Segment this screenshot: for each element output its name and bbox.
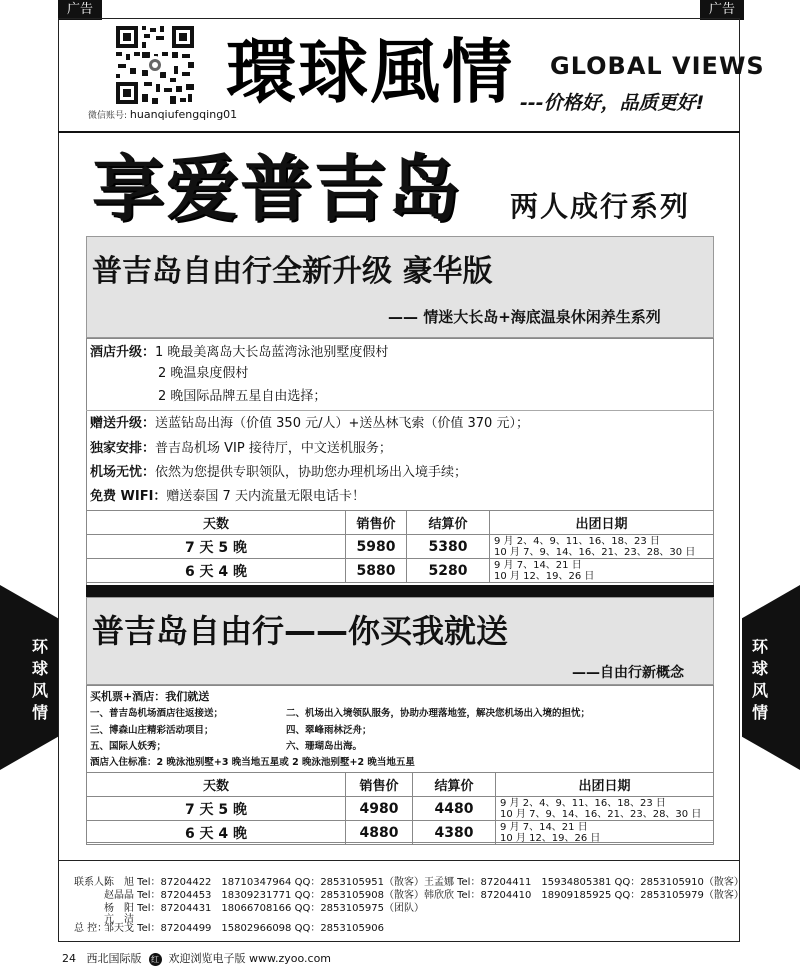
wechat-id: huanqiufengqing01 bbox=[129, 108, 238, 121]
airport-key: 机场无忧： bbox=[90, 465, 156, 480]
cell-dates bbox=[496, 821, 714, 845]
contacts-label: 联系人： bbox=[74, 877, 114, 888]
wechat-account bbox=[88, 108, 237, 121]
gift-item-4: 四、翠峰雨林泛舟； bbox=[286, 725, 372, 736]
cell-sale: 4880 bbox=[346, 821, 413, 845]
cell-days: 7 天 5 晚 bbox=[87, 797, 346, 821]
table-row bbox=[87, 559, 714, 583]
gift-line bbox=[90, 414, 529, 434]
contact-line-4: 亢 洁 bbox=[104, 914, 134, 925]
gift-key: 赠送升级： bbox=[90, 416, 156, 431]
gift-item-6: 六、珊瑚岛出海。 bbox=[286, 741, 363, 752]
dates-line-2: 10 月 7、9、14、16、21、23、28、30 日 bbox=[500, 808, 702, 820]
table-row bbox=[87, 821, 714, 845]
cell-sale: 4980 bbox=[346, 797, 413, 821]
exclusive-line bbox=[90, 439, 392, 459]
slogan: ---价格好，品质更好! bbox=[520, 92, 705, 114]
hotel-standard: 酒店入住标准：2 晚泳池别墅+3 晚当地五星或 2 晚泳池别墅+2 晚当地五星 bbox=[90, 757, 415, 768]
header-dates: 出团日期 bbox=[496, 773, 714, 797]
price-table-1 bbox=[86, 510, 714, 583]
side-label-left: 环球风情 bbox=[31, 637, 48, 722]
global-views-label: GLOBAL VIEWS bbox=[550, 52, 765, 80]
qr-code-icon bbox=[114, 24, 196, 106]
cell-settle: 4480 bbox=[413, 797, 496, 821]
hotel-line-3: 2 晚国际品牌五星自由选择； bbox=[158, 389, 327, 404]
gift-item-3: 三、博森山庄精彩活动项目； bbox=[90, 725, 214, 736]
dates-line-1: 9 月 7、14、21 日 bbox=[494, 559, 582, 571]
airport-text: 依然为您提供专职领队，协助您办理机场出入境手续； bbox=[155, 465, 468, 480]
table-row bbox=[87, 535, 714, 559]
brand-badge-icon: 红 bbox=[149, 953, 162, 966]
cell-days: 6 天 4 晚 bbox=[87, 559, 346, 583]
contact-line-1: 陈 旭 Tel：87204422 18710347964 QQ：2853105951（散客）王孟娜 Tel：87204411 15934805381 QQ：2853105910（散客） bbox=[104, 877, 744, 888]
section1-title: 普吉岛自由行全新升级 豪华版 bbox=[92, 254, 493, 289]
table-header-row bbox=[87, 773, 714, 797]
cell-sale: 5880 bbox=[346, 559, 407, 583]
header-settle: 结算价 bbox=[413, 773, 496, 797]
ad-tag-left: 广告 bbox=[58, 0, 102, 20]
edition-name: 西北国际版 bbox=[86, 952, 142, 965]
section2-subtitle: ——自由行新概念 bbox=[572, 665, 684, 681]
contact-line-3: 杨 阳 Tel：87204431 18066708166 QQ：2853105975（团队） bbox=[104, 903, 424, 914]
gift-item-1: 一、普吉岛机场酒店往返接送； bbox=[90, 708, 224, 719]
gift-text: 送蓝钻岛出海（价值 350 元/人）+送丛林飞索（价值 370 元）； bbox=[155, 416, 529, 431]
series-label: 两人成行系列 bbox=[510, 190, 691, 223]
section1-subtitle: —— 情迷大长岛+海底温泉休闲养生系列 bbox=[388, 308, 661, 326]
boss-line: 邹天戈 Tel：87204499 15802966098 QQ：2853105906 bbox=[104, 923, 384, 934]
brand-logo: 環球風情 bbox=[226, 31, 514, 113]
wifi-text: 赠送泰国 7 天内流量无限电话卡！ bbox=[166, 489, 365, 504]
section2-title: 普吉岛自由行——你买我就送 bbox=[92, 612, 509, 650]
hotel-line-1: 1 晚最美离岛大长岛蓝湾泳池别墅度假村 bbox=[155, 345, 389, 360]
section-divider-band bbox=[86, 585, 714, 597]
wechat-label: 微信账号: bbox=[88, 111, 128, 121]
cell-dates bbox=[490, 535, 714, 559]
hotel-line-2: 2 晚温泉度假村 bbox=[158, 366, 249, 381]
wifi-line bbox=[90, 487, 365, 507]
cell-sale: 5980 bbox=[346, 535, 407, 559]
gift-item-2: 二、机场出入境领队服务，协助办理落地签，解决您机场出入境的担忧； bbox=[286, 708, 591, 719]
cell-dates bbox=[490, 559, 714, 583]
hotel-upgrade-key: 酒店升级： bbox=[90, 345, 156, 360]
header-days: 天数 bbox=[87, 511, 346, 535]
contact-line-2: 赵晶晶 Tel：87204453 18309231771 QQ：2853105908（散客）韩欣欣 Tel：87204410 18909185925 QQ：2853105979（散客） bbox=[104, 890, 744, 901]
header-sale: 销售价 bbox=[346, 773, 413, 797]
header-divider bbox=[58, 131, 740, 133]
table-header-row bbox=[87, 511, 714, 535]
section2-intro: 买机票+酒店：我们就送 bbox=[90, 690, 210, 703]
cell-settle: 5380 bbox=[407, 535, 490, 559]
header-sale: 销售价 bbox=[346, 511, 407, 535]
dates-line-1: 9 月 7、14、21 日 bbox=[500, 821, 588, 833]
cell-settle: 4380 bbox=[413, 821, 496, 845]
gift-item-5: 五、国际人妖秀； bbox=[90, 741, 167, 752]
cell-settle: 5280 bbox=[407, 559, 490, 583]
dates-line-2: 10 月 12、19、26 日 bbox=[500, 832, 601, 844]
side-label-right: 环球风情 bbox=[751, 637, 768, 722]
page-number: 24 bbox=[62, 952, 76, 965]
table-row bbox=[87, 797, 714, 821]
footer-text: 欢迎浏览电子版 www.zyoo.com bbox=[168, 952, 332, 965]
dates-line-2: 10 月 7、9、14、16、21、23、28、30 日 bbox=[494, 546, 696, 558]
header-days: 天数 bbox=[87, 773, 346, 797]
cell-dates bbox=[496, 797, 714, 821]
divider bbox=[86, 410, 714, 411]
ad-tag-right: 广告 bbox=[700, 0, 744, 20]
footer bbox=[62, 950, 331, 966]
price-table-2 bbox=[86, 772, 714, 845]
hotel-upgrade-line bbox=[90, 343, 388, 363]
header-dates: 出团日期 bbox=[490, 511, 714, 535]
exclusive-key: 独家安排： bbox=[90, 441, 156, 456]
dates-line-1: 9 月 2、4、9、11、16、18、23 日 bbox=[500, 797, 666, 809]
wifi-key: 免费 WIFI： bbox=[90, 489, 167, 504]
cell-days: 6 天 4 晚 bbox=[87, 821, 346, 845]
dates-line-1: 9 月 2、4、9、11、16、18、23 日 bbox=[494, 535, 660, 547]
boss-label: 总 控： bbox=[74, 923, 108, 934]
dates-line-2: 10 月 12、19、26 日 bbox=[494, 570, 595, 582]
header-settle: 结算价 bbox=[407, 511, 490, 535]
contacts-divider bbox=[58, 860, 740, 861]
airport-line bbox=[90, 463, 467, 483]
exclusive-text: 普吉岛机场 VIP 接待厅，中文送机服务； bbox=[155, 441, 392, 456]
page-title: 享爱普吉岛 bbox=[92, 147, 463, 231]
cell-days: 7 天 5 晚 bbox=[87, 535, 346, 559]
